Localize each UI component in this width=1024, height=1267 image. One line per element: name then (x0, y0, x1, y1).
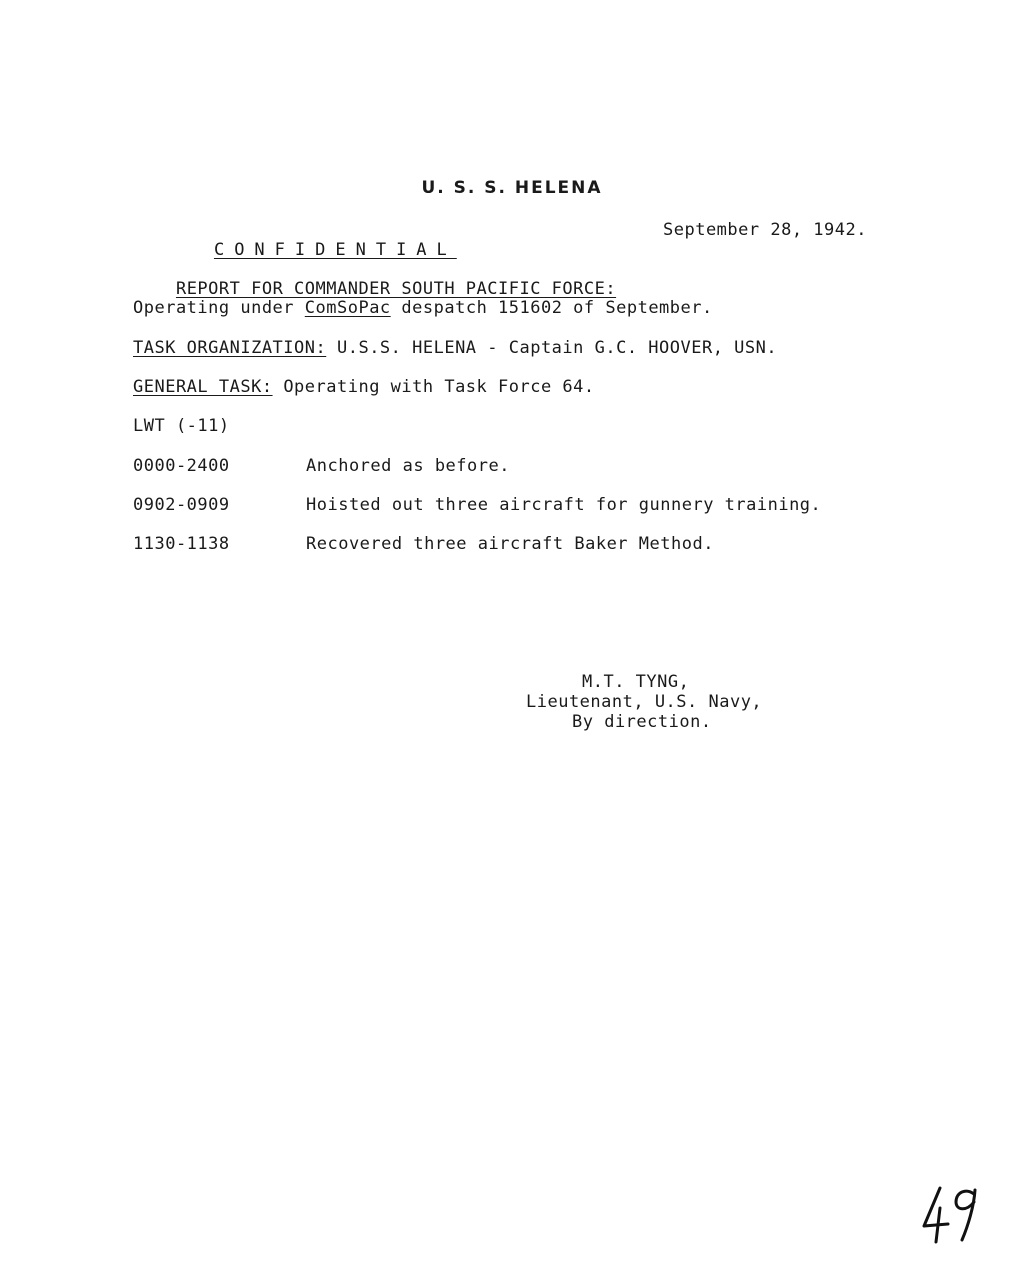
general-task-line (133, 377, 595, 397)
classification-text: CONFIDENTIAL (213, 240, 457, 260)
log-entry-time: 0000-2400 (133, 456, 230, 476)
log-entry-event: Anchored as before. (306, 456, 510, 476)
time-zone: LWT (-11) (133, 416, 230, 436)
log-entry-event: Recovered three aircraft Baker Method. (306, 534, 714, 554)
log-entry-time: 1130-1138 (133, 534, 230, 554)
report-date: September 28, 1942. (663, 220, 867, 240)
handwritten-page-number (918, 1182, 988, 1244)
report-recipient-text: REPORT FOR COMMANDER SOUTH PACIFIC FORCE: (175, 279, 617, 299)
general-task-label: GENERAL TASK: (133, 377, 273, 397)
log-entry-time: 0902-0909 (133, 495, 230, 515)
operating-line (133, 298, 713, 318)
task-organization-line (133, 338, 777, 358)
ship-heading: U. S. S. HELENA (421, 178, 603, 198)
operating-suffix: despatch 151602 of September. (401, 298, 713, 318)
operating-authority: ComSoPac (304, 298, 391, 318)
general-task-text: Operating with Task Force 64. (283, 377, 595, 397)
log-entry-event: Hoisted out three aircraft for gunnery training. (306, 495, 822, 515)
task-organization-text: U.S.S. HELENA - Captain G.C. HOOVER, USN. (336, 338, 778, 358)
signature-note: By direction. (572, 712, 712, 732)
signature-rank: Lieutenant, U.S. Navy, (526, 692, 763, 712)
signature-name: M.T. TYNG, (582, 672, 690, 692)
task-organization-label: TASK ORGANIZATION: (133, 338, 327, 358)
operating-prefix: Operating under (133, 298, 295, 318)
